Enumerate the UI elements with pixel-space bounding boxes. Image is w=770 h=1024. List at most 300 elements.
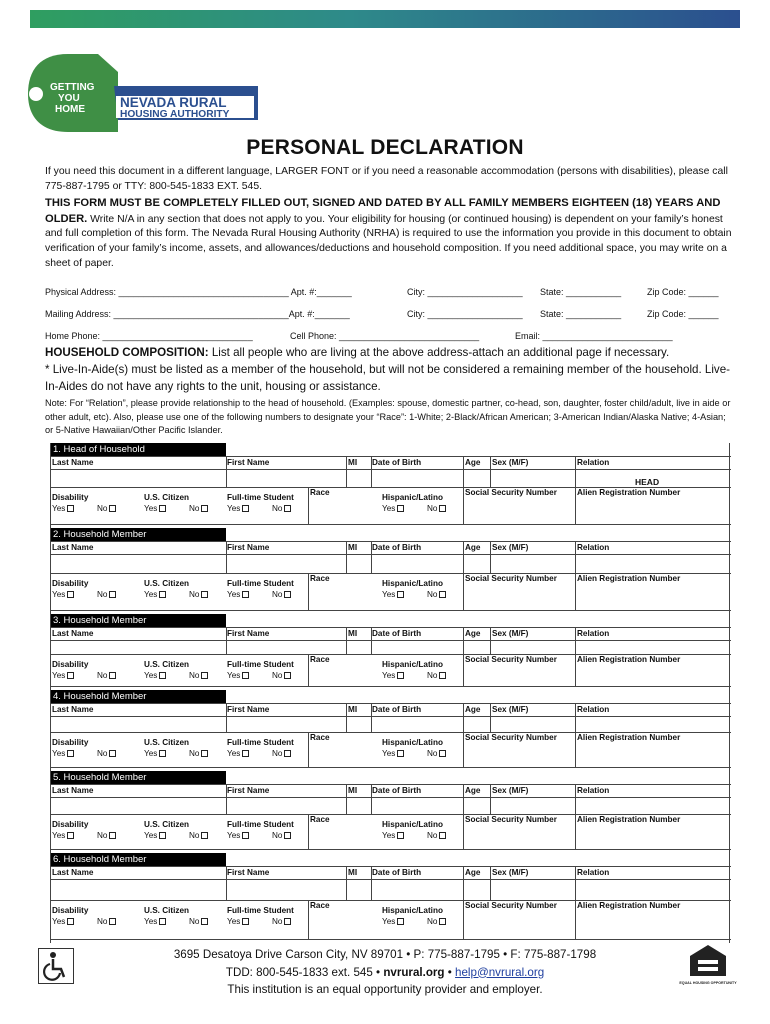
member-label: 4. Household Member [51, 690, 226, 703]
student-label: Full-time Student [227, 660, 294, 669]
first-name-label: First Name [227, 458, 270, 467]
household-member-2 [50, 528, 730, 614]
checkbox-icon[interactable] [201, 918, 208, 925]
col-divider [575, 456, 576, 487]
col-divider [463, 456, 464, 487]
hispanic-yes[interactable]: Yes [382, 831, 404, 840]
disability-label: Disability [52, 738, 89, 747]
dob-label: Date of Birth [372, 786, 422, 795]
mailing-address-field[interactable]: Mailing Address: ___________________________________Apt. #:_______ [45, 309, 350, 319]
hispanic-yes[interactable]: Yes [382, 590, 404, 599]
logo-tagline-3: HOME [55, 104, 85, 115]
mi-label: MI [348, 705, 358, 714]
col-divider [463, 866, 464, 900]
relation-note: Note: For “Relation”, please provide relationship to the head of household. (Examples: spouse, domestic partner, co-head, son, daughter, foster child/adult, live in aide or other adult, etc). Also, please use one of the following numbers to designate your “Race”: 1-White; 2-Black/African American; 3-American Indian/Alaska Native; 4-Asian; or 5-Native Hawaiian/Other Pacific Islander. [45, 398, 731, 436]
citizen-yes[interactable]: Yes [144, 671, 166, 680]
checkbox-icon[interactable] [397, 750, 404, 757]
alien-label: Alien Registration Number [577, 655, 681, 664]
row-divider [51, 627, 731, 628]
alien-label: Alien Registration Number [577, 901, 681, 910]
checkbox-icon[interactable] [201, 750, 208, 757]
col-divider [575, 732, 576, 767]
checkbox-icon[interactable] [109, 672, 116, 679]
checkbox-icon[interactable] [439, 918, 446, 925]
col-divider [226, 784, 227, 814]
hispanic-no[interactable]: No [427, 831, 446, 840]
citizen-label: U.S. Citizen [144, 738, 190, 747]
disability-yes[interactable]: Yes [52, 590, 74, 599]
citizen-no[interactable]: No [189, 504, 208, 513]
col-divider [226, 703, 227, 732]
footer-sep: • [444, 965, 456, 979]
physical-address-field[interactable]: Physical Address: __________________________________ Apt. #:_______ [45, 287, 352, 297]
hispanic-label: Hispanic/Latino [382, 493, 443, 502]
hispanic-yes[interactable]: Yes [382, 504, 404, 513]
citizen-yes[interactable]: Yes [144, 504, 166, 513]
disability-label: Disability [52, 820, 89, 829]
cell-phone-field[interactable]: Cell Phone: ____________________________ [290, 331, 480, 341]
col-divider [371, 784, 372, 814]
col-divider [371, 541, 372, 573]
first-name-label: First Name [227, 786, 270, 795]
hispanic-yes[interactable]: Yes [382, 671, 404, 680]
student-no[interactable]: No [272, 590, 291, 599]
dob-label: Date of Birth [372, 705, 422, 714]
disability-no[interactable]: No [97, 749, 116, 758]
footer-contact [0, 964, 770, 982]
col-divider [463, 541, 464, 573]
top-color-bar [30, 10, 740, 28]
logo-name-2: HOUSING AUTHORITY [120, 109, 230, 120]
citizen-yes[interactable]: Yes [144, 831, 166, 840]
relation-label: Relation [577, 705, 610, 714]
student-yes[interactable]: Yes [227, 917, 249, 926]
row-divider [51, 879, 731, 880]
citizen-yes[interactable]: Yes [144, 590, 166, 599]
disability-yes[interactable]: Yes [52, 749, 74, 758]
first-name-label: First Name [227, 705, 270, 714]
col-divider [346, 703, 347, 732]
relation-label: Relation [577, 543, 610, 552]
checkbox-icon[interactable] [284, 832, 291, 839]
alien-label: Alien Registration Number [577, 488, 681, 497]
checkbox-icon[interactable] [67, 832, 74, 839]
intro-paragraph-1: If you need this document in a different language, LARGER FONT or if you need a reasonable accommodation (persons with disabilities), please call 775-887-1795 or TTY: 800-545-1833 EXT. 545. [45, 166, 728, 192]
checkbox-icon[interactable] [284, 918, 291, 925]
last-name-label: Last Name [52, 629, 94, 638]
row-divider [51, 797, 731, 798]
student-yes[interactable]: Yes [227, 749, 249, 758]
student-yes[interactable]: Yes [227, 590, 249, 599]
row-divider [51, 469, 731, 470]
mi-label: MI [348, 786, 358, 795]
sex-label: Sex (M/F) [492, 543, 529, 552]
dob-label: Date of Birth [372, 629, 422, 638]
col-divider [308, 487, 309, 524]
col-divider [371, 627, 372, 654]
col-divider [346, 627, 347, 654]
footer-equal-opportunity: This institution is an equal opportunity provider and employer. [227, 983, 543, 996]
student-yes[interactable]: Yes [227, 671, 249, 680]
checkbox-icon[interactable] [397, 505, 404, 512]
checkbox-icon[interactable] [159, 591, 166, 598]
nrha-logo [18, 50, 268, 136]
checkbox-icon[interactable] [397, 918, 404, 925]
col-divider [463, 900, 464, 939]
col-divider [226, 456, 227, 487]
hispanic-no[interactable]: No [427, 504, 446, 513]
checkbox-icon[interactable] [439, 750, 446, 757]
citizen-yes[interactable]: Yes [144, 749, 166, 758]
mi-label: MI [348, 629, 358, 638]
eho-label: EQUAL HOUSING OPPORTUNITY [679, 981, 737, 985]
physical-city-field[interactable]: City: ___________________ [407, 287, 523, 297]
row-divider [51, 767, 731, 768]
relation-label: Relation [577, 868, 610, 877]
age-label: Age [465, 868, 481, 877]
dob-label: Date of Birth [372, 868, 422, 877]
physical-state-field[interactable]: State: ___________ [540, 287, 622, 297]
col-divider [308, 900, 309, 939]
checkbox-icon[interactable] [201, 672, 208, 679]
disability-yes[interactable]: Yes [52, 671, 74, 680]
col-divider [575, 784, 576, 814]
col-divider [463, 703, 464, 732]
col-divider [463, 573, 464, 610]
member-label: 5. Household Member [51, 771, 226, 784]
student-yes[interactable]: Yes [227, 504, 249, 513]
col-divider [575, 703, 576, 732]
checkbox-icon[interactable] [159, 750, 166, 757]
intro-bold-notice: THIS FORM MUST BE COMPLETELY FILLED OUT, SIGNED AND DATED BY ALL FAMILY MEMBERS EIGHTEEN (18) YEARS AND OLDER. [45, 197, 721, 225]
hispanic-label: Hispanic/Latino [382, 738, 443, 747]
checkbox-icon[interactable] [159, 672, 166, 679]
age-label: Age [465, 705, 481, 714]
first-name-label: First Name [227, 868, 270, 877]
checkbox-icon[interactable] [109, 505, 116, 512]
hispanic-no[interactable]: No [427, 590, 446, 599]
hispanic-label: Hispanic/Latino [382, 820, 443, 829]
last-name-label: Last Name [52, 868, 94, 877]
hispanic-no[interactable]: No [427, 917, 446, 926]
checkbox-icon[interactable] [439, 832, 446, 839]
age-label: Age [465, 786, 481, 795]
ssn-label: Social Security Number [465, 733, 557, 742]
row-divider [51, 541, 731, 542]
col-divider [490, 866, 491, 900]
col-divider [575, 487, 576, 524]
checkbox-icon[interactable] [242, 832, 249, 839]
disability-no[interactable]: No [97, 590, 116, 599]
mailing-city-field[interactable]: City: ___________________ [407, 309, 523, 319]
disability-label: Disability [52, 579, 89, 588]
citizen-no[interactable]: No [189, 831, 208, 840]
citizen-label: U.S. Citizen [144, 579, 190, 588]
checkbox-icon[interactable] [159, 832, 166, 839]
race-label: Race [310, 488, 330, 497]
row-divider [51, 640, 731, 641]
intro-paragraph-2 [45, 196, 735, 271]
col-divider [575, 573, 576, 610]
citizen-label: U.S. Citizen [144, 660, 190, 669]
disability-label: Disability [52, 660, 89, 669]
email-field[interactable]: Email: __________________________ [515, 331, 673, 341]
member-label: 3. Household Member [51, 614, 226, 627]
household-member-6 [50, 853, 730, 943]
student-label: Full-time Student [227, 906, 294, 915]
col-divider [226, 541, 227, 573]
citizen-no[interactable]: No [189, 917, 208, 926]
col-divider [575, 654, 576, 686]
checkbox-icon[interactable] [439, 672, 446, 679]
checkbox-icon[interactable] [109, 832, 116, 839]
household-composition [45, 345, 735, 395]
first-name-label: First Name [227, 629, 270, 638]
logo-name-1: NEVADA RURAL [120, 95, 227, 110]
col-divider [575, 814, 576, 849]
hispanic-no[interactable]: No [427, 671, 446, 680]
student-label: Full-time Student [227, 820, 294, 829]
col-divider [346, 541, 347, 573]
checkbox-icon[interactable] [397, 591, 404, 598]
row-divider [51, 939, 731, 940]
citizen-label: U.S. Citizen [144, 906, 190, 915]
checkbox-icon[interactable] [67, 672, 74, 679]
logo-tagline-1: GETTING [50, 82, 95, 93]
row-divider [51, 784, 731, 785]
age-label: Age [465, 543, 481, 552]
col-divider [575, 900, 576, 939]
mi-label: MI [348, 458, 358, 467]
col-divider [226, 627, 227, 654]
member-label: 1. Head of Household [51, 443, 226, 456]
alien-label: Alien Registration Number [577, 733, 681, 742]
col-divider [371, 456, 372, 487]
col-divider [308, 654, 309, 686]
hispanic-label: Hispanic/Latino [382, 906, 443, 915]
live-in-aide-text: * Live-In-Aide(s) must be listed as a member of the household, but will not be considered a remaining member of the household. Live-In-Aides do not have any rights to the unit, housing or assistance. [45, 362, 731, 393]
student-label: Full-time Student [227, 579, 294, 588]
checkbox-icon[interactable] [284, 591, 291, 598]
relation-label: Relation [577, 629, 610, 638]
checkbox-icon[interactable] [201, 591, 208, 598]
household-member-5 [50, 771, 730, 853]
citizen-yes[interactable]: Yes [144, 917, 166, 926]
checkbox-icon[interactable] [397, 672, 404, 679]
col-divider [490, 456, 491, 487]
row-divider [51, 524, 731, 525]
checkbox-icon[interactable] [242, 918, 249, 925]
age-label: Age [465, 629, 481, 638]
disability-no[interactable]: No [97, 504, 116, 513]
equal-housing-icon [679, 942, 737, 988]
student-no[interactable]: No [272, 749, 291, 758]
checkbox-icon[interactable] [201, 505, 208, 512]
col-divider [490, 627, 491, 654]
disability-no[interactable]: No [97, 831, 116, 840]
footer [0, 946, 770, 999]
student-no[interactable]: No [272, 504, 291, 513]
dob-label: Date of Birth [372, 458, 422, 467]
col-divider [346, 456, 347, 487]
sex-label: Sex (M/F) [492, 786, 529, 795]
citizen-label: U.S. Citizen [144, 820, 190, 829]
col-divider [575, 866, 576, 900]
checkbox-icon[interactable] [159, 918, 166, 925]
age-label: Age [465, 458, 481, 467]
alien-label: Alien Registration Number [577, 574, 681, 583]
student-label: Full-time Student [227, 493, 294, 502]
ssn-label: Social Security Number [465, 901, 557, 910]
row-divider [51, 703, 731, 704]
footer-email-link[interactable]: help@nvrural.org [455, 965, 545, 979]
col-divider [463, 814, 464, 849]
col-divider [575, 627, 576, 654]
sex-label: Sex (M/F) [492, 629, 529, 638]
race-label: Race [310, 733, 330, 742]
race-label: Race [310, 655, 330, 664]
ssn-label: Social Security Number [465, 815, 557, 824]
physical-zip-field[interactable]: Zip Code: ______ [647, 287, 719, 297]
row-divider [51, 716, 731, 717]
row-divider [51, 610, 731, 611]
col-divider [463, 654, 464, 686]
last-name-label: Last Name [52, 705, 94, 714]
sex-label: Sex (M/F) [492, 868, 529, 877]
dob-label: Date of Birth [372, 543, 422, 552]
last-name-label: Last Name [52, 543, 94, 552]
citizen-no[interactable]: No [189, 671, 208, 680]
last-name-label: Last Name [52, 786, 94, 795]
citizen-label: U.S. Citizen [144, 493, 190, 502]
home-phone-field[interactable]: Home Phone: ______________________________ [45, 331, 253, 341]
household-member-4 [50, 690, 730, 771]
relation-label: Relation [577, 786, 610, 795]
relation-label: Relation [577, 458, 610, 467]
intro-text [45, 165, 735, 271]
household-member-1 [50, 443, 730, 528]
ssn-label: Social Security Number [465, 488, 557, 497]
logo-tagline-2: YOU [58, 93, 80, 104]
mailing-state-field[interactable]: State: ___________ [540, 309, 622, 319]
disability-label: Disability [52, 493, 89, 502]
mailing-zip-field[interactable]: Zip Code: ______ [647, 309, 719, 319]
mi-label: MI [348, 543, 358, 552]
row-divider [51, 866, 731, 867]
checkbox-icon[interactable] [201, 832, 208, 839]
checkbox-icon[interactable] [109, 591, 116, 598]
col-divider [308, 573, 309, 610]
student-no[interactable]: No [272, 671, 291, 680]
student-yes[interactable]: Yes [227, 831, 249, 840]
hispanic-label: Hispanic/Latino [382, 660, 443, 669]
checkbox-icon[interactable] [242, 505, 249, 512]
col-divider [346, 784, 347, 814]
col-divider [463, 732, 464, 767]
first-name-label: First Name [227, 543, 270, 552]
checkbox-icon[interactable] [439, 505, 446, 512]
relation-value: HEAD [635, 477, 660, 487]
disability-no[interactable]: No [97, 917, 116, 926]
disability-yes[interactable]: Yes [52, 917, 74, 926]
last-name-label: Last Name [52, 458, 94, 467]
hispanic-yes[interactable]: Yes [382, 917, 404, 926]
row-divider [51, 849, 731, 850]
disability-label: Disability [52, 906, 89, 915]
disability-yes[interactable]: Yes [52, 504, 74, 513]
checkbox-icon[interactable] [109, 750, 116, 757]
checkbox-icon[interactable] [109, 918, 116, 925]
col-divider [490, 703, 491, 732]
race-label: Race [310, 901, 330, 910]
col-divider [490, 541, 491, 573]
checkbox-icon[interactable] [242, 591, 249, 598]
checkbox-icon[interactable] [284, 750, 291, 757]
row-divider [51, 456, 731, 457]
checkbox-icon[interactable] [67, 591, 74, 598]
col-divider [226, 866, 227, 900]
sex-label: Sex (M/F) [492, 705, 529, 714]
col-divider [371, 703, 372, 732]
student-no[interactable]: No [272, 917, 291, 926]
hispanic-no[interactable]: No [427, 749, 446, 758]
hispanic-label: Hispanic/Latino [382, 579, 443, 588]
citizen-no[interactable]: No [189, 749, 208, 758]
col-divider [346, 866, 347, 900]
alien-label: Alien Registration Number [577, 815, 681, 824]
member-label: 6. Household Member [51, 853, 226, 866]
disability-yes[interactable]: Yes [52, 831, 74, 840]
checkbox-icon[interactable] [242, 750, 249, 757]
household-member-3 [50, 614, 730, 690]
household-heading: HOUSEHOLD COMPOSITION: [45, 346, 209, 359]
checkbox-icon[interactable] [242, 672, 249, 679]
col-divider [490, 784, 491, 814]
checkbox-icon[interactable] [284, 505, 291, 512]
checkbox-icon[interactable] [67, 505, 74, 512]
col-divider [371, 866, 372, 900]
hispanic-yes[interactable]: Yes [382, 749, 404, 758]
row-divider [51, 686, 731, 687]
footer-tdd: TDD: 800-545-1833 ext. 545 • [225, 965, 384, 979]
col-divider [308, 732, 309, 767]
race-label: Race [310, 574, 330, 583]
page-title: PERSONAL DECLARATION [246, 136, 524, 159]
race-label: Race [310, 815, 330, 824]
mi-label: MI [348, 868, 358, 877]
col-divider [463, 627, 464, 654]
student-label: Full-time Student [227, 738, 294, 747]
col-divider [463, 487, 464, 524]
col-divider [575, 541, 576, 573]
student-no[interactable]: No [272, 831, 291, 840]
intro-body: Write N/A in any section that does not apply to you. Your eligibility for housing (or continued housing) is dependent on your family’s honest and full completion of this form. The Nevada Rural Housing Authority (NRHA) is required to use the information you provide in this document to obtain verification of your family’s income, assets, and allowances/deductions and household composition. If you need additional space, you may write on a sheet of paper. [45, 213, 732, 269]
checkbox-icon[interactable] [439, 591, 446, 598]
citizen-no[interactable]: No [189, 590, 208, 599]
member-label: 2. Household Member [51, 528, 226, 541]
disability-no[interactable]: No [97, 671, 116, 680]
checkbox-icon[interactable] [67, 918, 74, 925]
ssn-label: Social Security Number [465, 574, 557, 583]
checkbox-icon[interactable] [397, 832, 404, 839]
checkbox-icon[interactable] [159, 505, 166, 512]
checkbox-icon[interactable] [284, 672, 291, 679]
footer-address: 3695 Desatoya Drive Carson City, NV 89701 • P: 775-887-1795 • F: 775-887-1798 [173, 948, 597, 961]
col-divider [308, 814, 309, 849]
checkbox-icon[interactable] [67, 750, 74, 757]
footer-website[interactable]: nvrural.org [383, 965, 445, 979]
ssn-label: Social Security Number [465, 655, 557, 664]
